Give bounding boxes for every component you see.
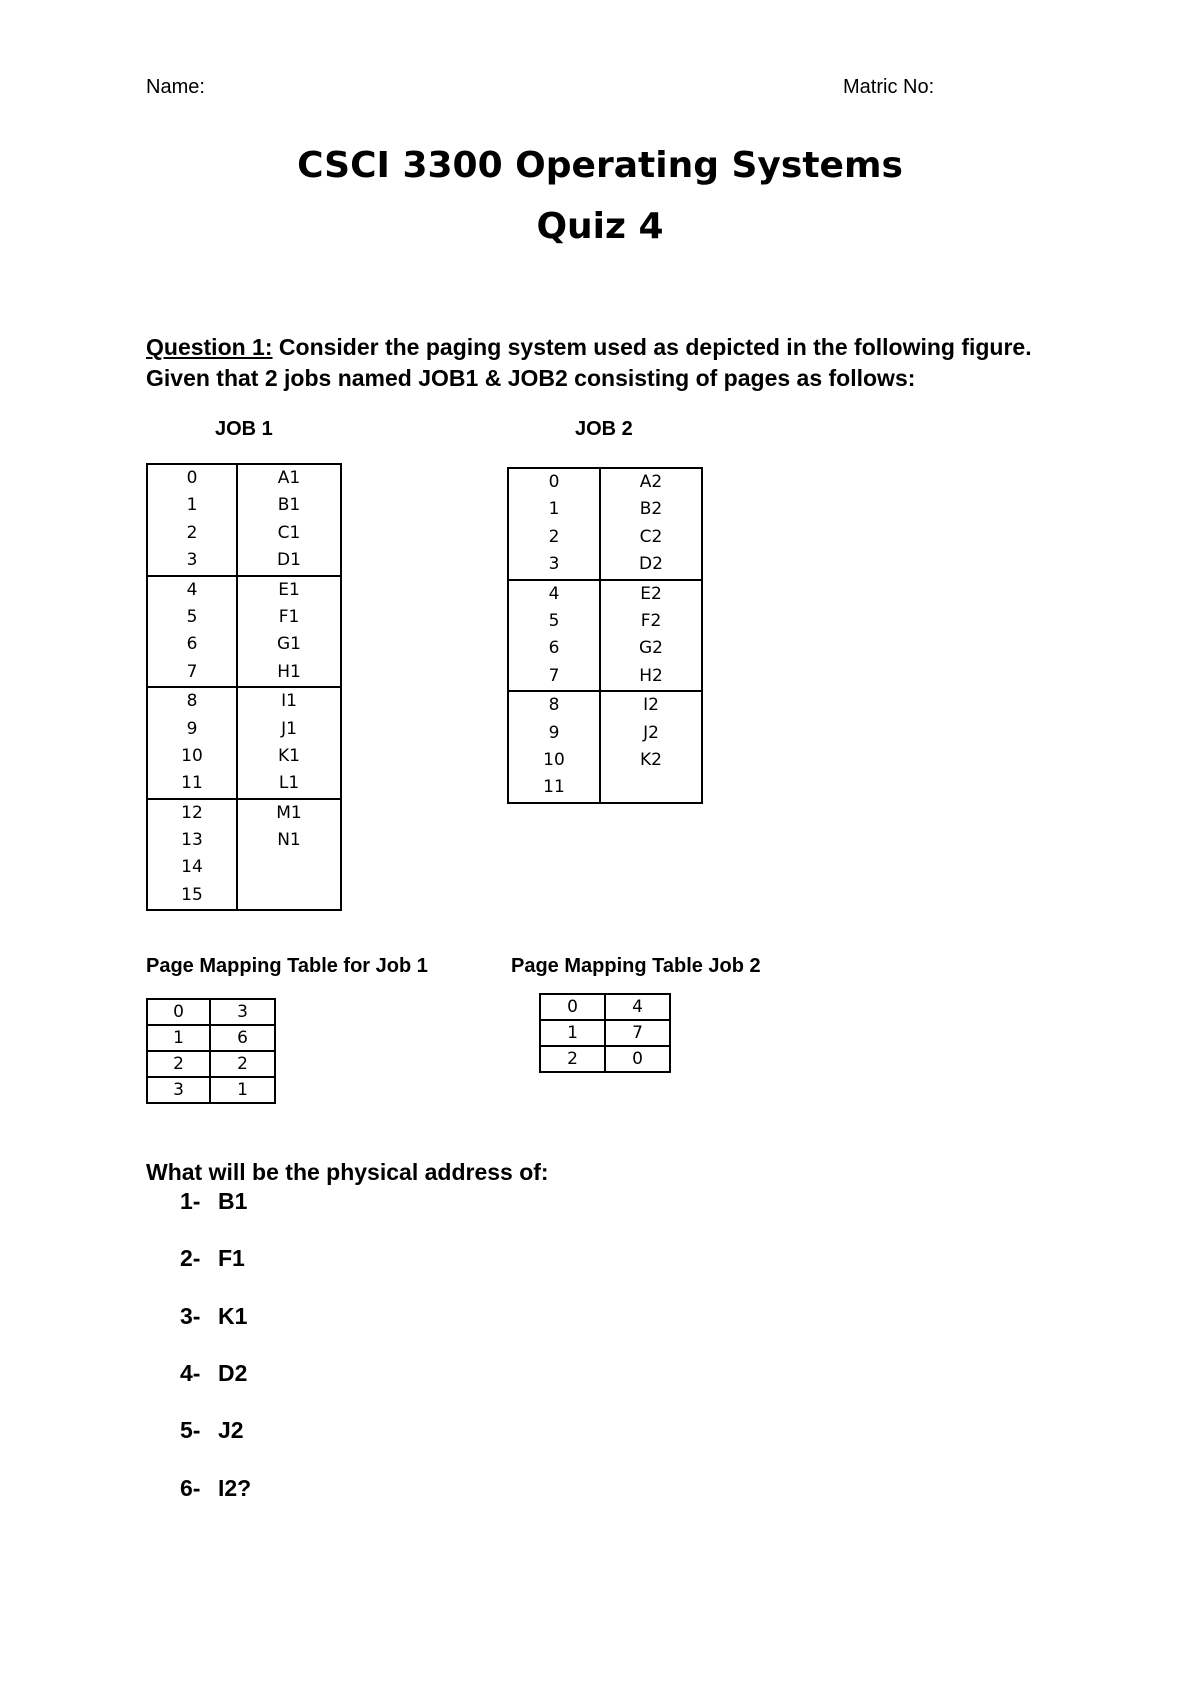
list-item-number: 4- <box>180 1360 201 1386</box>
list-item-label: I2? <box>218 1475 252 1501</box>
list-item <box>180 1360 247 1387</box>
list-item-number: 1- <box>180 1188 201 1214</box>
table-row <box>540 1046 670 1072</box>
line-number: 12 <box>181 802 203 823</box>
page-label: L1 <box>278 773 300 794</box>
line-number: 11 <box>181 773 203 794</box>
list-item-label: B1 <box>218 1188 248 1214</box>
line-number: 0 <box>186 468 198 488</box>
job1-label: JOB 1 <box>215 418 273 440</box>
line-number: 10 <box>543 749 565 770</box>
line-number: 4 <box>548 583 560 604</box>
page-label: B2 <box>639 499 663 520</box>
line-number: 6 <box>548 638 560 659</box>
page-label: I1 <box>281 691 297 712</box>
page-label: F1 <box>278 606 300 627</box>
page-label: A1 <box>277 468 301 488</box>
frame-number-cell: 2 <box>210 1051 275 1077</box>
job2-block <box>508 691 702 803</box>
line-number: 0 <box>548 472 560 492</box>
page-subtitle: Quiz 4 <box>536 206 664 247</box>
job1-page-cell <box>237 464 341 576</box>
list-item-number: 6- <box>180 1475 201 1501</box>
job1-line-number-cell <box>147 464 237 576</box>
matric-label: Matric No: <box>843 76 935 98</box>
question-body: Consider the paging system used as depicted in the following figure. Given that 2 jobs named JOB1 & JOB2 consisting of pages as follows: <box>146 334 1032 391</box>
page-number-cell: 0 <box>540 994 605 1020</box>
pmt1-title: Page Mapping Table for Job 1 <box>146 955 428 977</box>
list-item <box>180 1417 244 1444</box>
line-number: 2 <box>186 522 198 543</box>
page-label: E2 <box>640 583 662 604</box>
pmt1-table-body <box>147 999 275 1103</box>
page-label: D2 <box>639 554 663 575</box>
frame-number-cell: 0 <box>605 1046 670 1072</box>
job2-line-number-cell <box>508 468 600 580</box>
line-number: 2 <box>548 526 560 547</box>
page-label: J1 <box>281 718 297 739</box>
table-row <box>540 994 670 1020</box>
line-number: 5 <box>186 606 198 627</box>
line-number: 8 <box>186 691 198 712</box>
page-label: G1 <box>277 634 301 655</box>
line-number: 1 <box>186 495 198 516</box>
job1-line-number-cell <box>147 799 237 911</box>
list-item-number: 2- <box>180 1245 201 1271</box>
page-label: K1 <box>278 745 300 766</box>
page-label: F2 <box>640 610 662 631</box>
page-label: A2 <box>639 472 663 492</box>
job1-table <box>146 463 342 911</box>
job1-page-cell <box>237 576 341 688</box>
page-label: M1 <box>276 802 302 823</box>
job2-page-cell <box>600 580 702 692</box>
list-item-label: D2 <box>218 1360 248 1386</box>
line-number: 15 <box>181 884 203 905</box>
job2-label: JOB 2 <box>575 418 633 440</box>
pmt1-table <box>146 998 276 1104</box>
page-label: J2 <box>643 722 659 743</box>
frame-number-cell: 1 <box>210 1077 275 1103</box>
line-number: 10 <box>181 745 203 766</box>
job1-line-number-cell <box>147 687 237 799</box>
list-item <box>180 1475 251 1502</box>
table-row <box>147 999 275 1025</box>
list-item <box>180 1303 247 1330</box>
job1-block <box>147 799 341 911</box>
line-number: 9 <box>548 722 560 743</box>
page-label: C2 <box>639 526 663 547</box>
job1-block <box>147 576 341 688</box>
page-label: D1 <box>277 550 301 571</box>
page-title: CSCI 3300 Operating Systems <box>297 145 903 186</box>
line-number: 1 <box>548 499 560 520</box>
line-number: 7 <box>548 665 560 686</box>
job1-page-cell <box>237 687 341 799</box>
line-number: 7 <box>186 661 198 682</box>
job2-line-number-cell <box>508 691 600 803</box>
frame-number-cell: 4 <box>605 994 670 1020</box>
line-number: 13 <box>181 830 203 851</box>
list-item-label: K1 <box>218 1303 248 1329</box>
line-number: 5 <box>548 610 560 631</box>
job1-table-body <box>147 464 341 910</box>
list-item-label: J2 <box>218 1417 244 1443</box>
table-row <box>147 1051 275 1077</box>
answer-prompt: What will be the physical address of: <box>146 1159 549 1185</box>
list-item <box>180 1188 247 1215</box>
job1-block <box>147 687 341 799</box>
job2-line-number-cell <box>508 580 600 692</box>
list-item <box>180 1245 245 1272</box>
page-number-cell: 2 <box>147 1051 210 1077</box>
page-label <box>238 882 340 909</box>
page-label: C1 <box>277 522 301 543</box>
pmt2-table-body <box>540 994 670 1072</box>
line-number: 9 <box>186 718 198 739</box>
table-row <box>147 1025 275 1051</box>
page-number-cell: 2 <box>540 1046 605 1072</box>
page-label: B1 <box>277 495 301 516</box>
page-label: H1 <box>277 661 301 682</box>
page-label: I2 <box>643 695 659 716</box>
question-text <box>146 332 1076 394</box>
job2-table <box>507 467 703 804</box>
line-number: 4 <box>186 579 198 600</box>
job2-page-cell <box>600 468 702 580</box>
job1-block <box>147 464 341 576</box>
pmt2-table <box>539 993 671 1073</box>
line-number: 14 <box>181 857 203 878</box>
list-item-number: 5- <box>180 1417 201 1443</box>
page-number-cell: 3 <box>147 1077 210 1103</box>
list-item-label: F1 <box>218 1245 245 1271</box>
page-label: G2 <box>639 638 663 659</box>
pmt2-title: Page Mapping Table Job 2 <box>511 955 761 977</box>
line-number: 6 <box>186 634 198 655</box>
page-label: E1 <box>278 579 300 600</box>
frame-number-cell: 7 <box>605 1020 670 1046</box>
line-number: 3 <box>548 554 560 575</box>
page-number-cell: 0 <box>147 999 210 1025</box>
table-row <box>147 1077 275 1103</box>
line-number: 8 <box>548 695 560 716</box>
job2-block <box>508 468 702 580</box>
name-label: Name: <box>146 76 205 98</box>
job2-table-body <box>508 468 702 803</box>
table-row <box>540 1020 670 1046</box>
page-number-cell: 1 <box>540 1020 605 1046</box>
page-label: N1 <box>277 830 301 851</box>
frame-number-cell: 6 <box>210 1025 275 1051</box>
question-lead: Question 1: <box>146 334 273 360</box>
list-item-number: 3- <box>180 1303 201 1329</box>
frame-number-cell: 3 <box>210 999 275 1025</box>
page-label <box>238 854 340 881</box>
line-number: 3 <box>186 550 198 571</box>
line-number: 11 <box>543 777 565 798</box>
page-label: H2 <box>639 665 663 686</box>
job1-line-number-cell <box>147 576 237 688</box>
page-number-cell: 1 <box>147 1025 210 1051</box>
job2-block <box>508 580 702 692</box>
page-label <box>601 774 701 801</box>
job1-page-cell <box>237 799 341 911</box>
job2-page-cell <box>600 691 702 803</box>
page-label: K2 <box>640 749 662 770</box>
